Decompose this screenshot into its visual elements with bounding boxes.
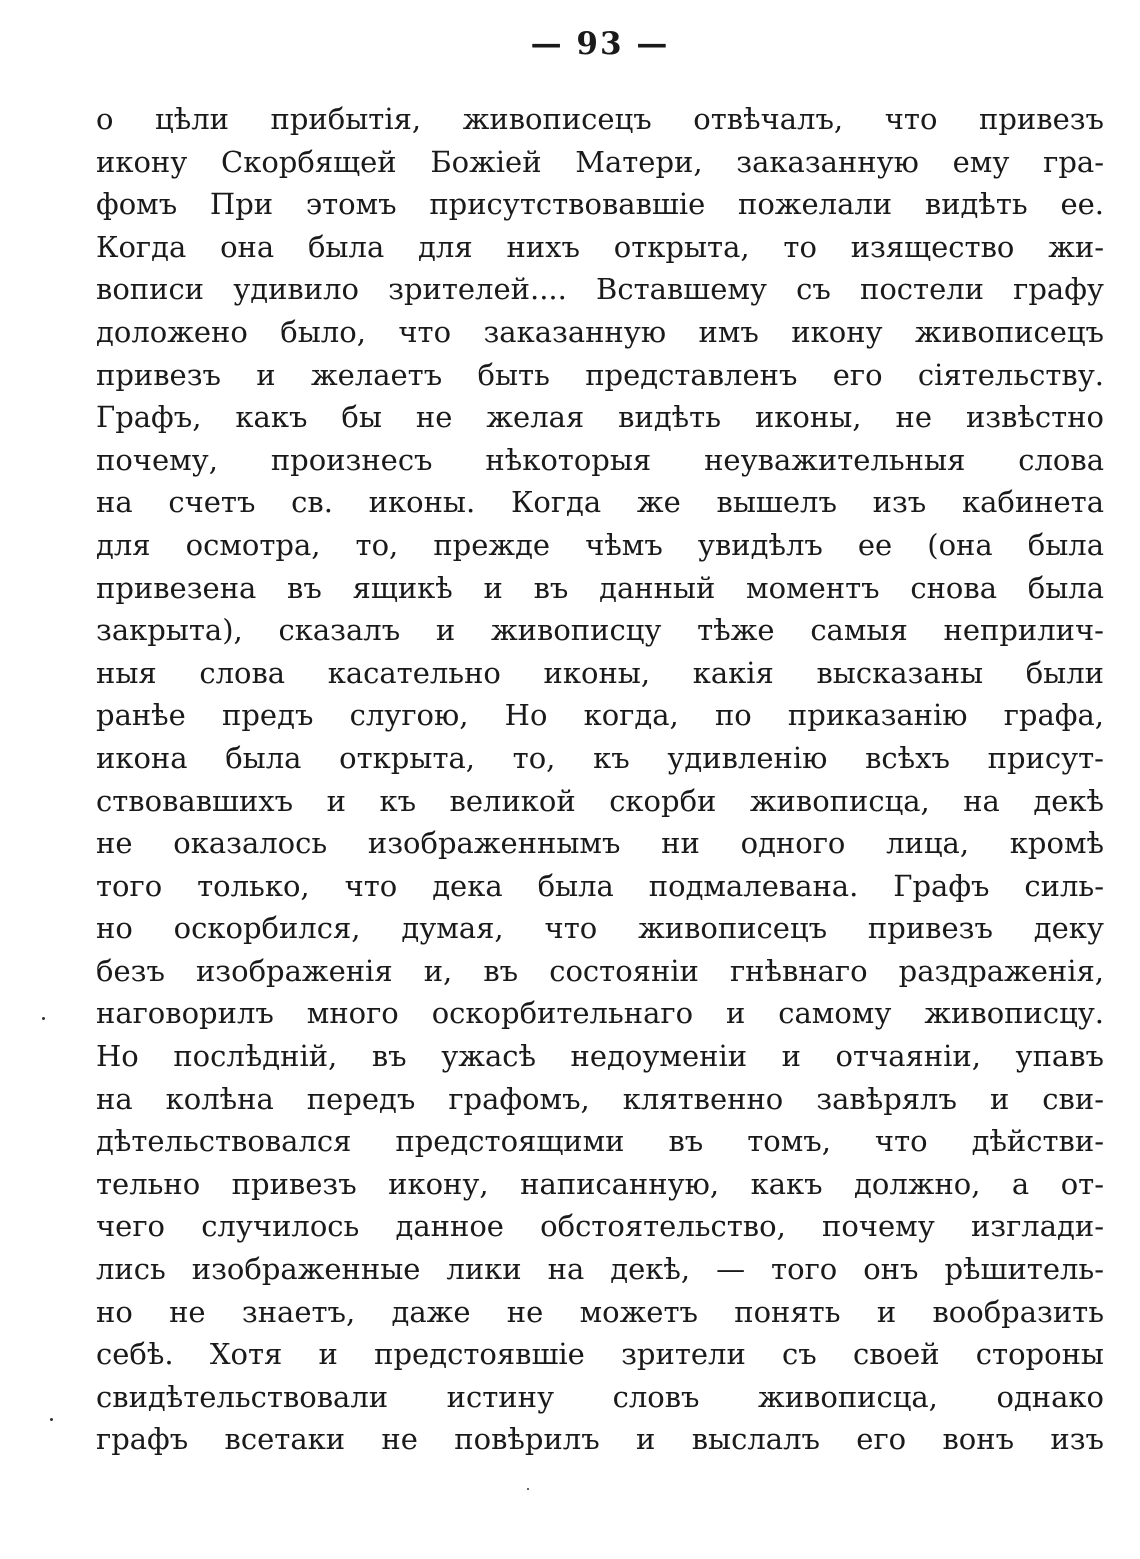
text-line: доложено было, что заказанную имъ икону живописецъ: [96, 314, 1104, 349]
body-text: [96, 98, 1104, 1461]
text-line: не оказалось изображеннымъ ни одного лица, кромѣ: [96, 826, 1104, 861]
text-line: лись изображенные лики на декѣ, — того онъ рѣшитель-: [96, 1252, 1104, 1287]
text-line: дѣтельствовался предстоящими въ томъ, что дѣйстви-: [96, 1124, 1104, 1159]
text-line: для осмотра, то, прежде чѣмъ увидѣлъ ее (она была: [96, 527, 1104, 562]
text-line: закрыта), сказалъ и живописцу тѣже самыя неприлич-: [96, 613, 1104, 648]
text-line: чего случилось данное обстоятельство, почему изглади-: [96, 1209, 1104, 1244]
text-line: ранѣе предъ слугою, Но когда, по приказанію графа,: [96, 698, 1104, 733]
text-line: на счетъ св. иконы. Когда же вышелъ изъ кабинета: [96, 485, 1104, 520]
text-line: ныя слова касательно иконы, какія высказаны были: [96, 655, 1104, 690]
scan-speck: [527, 1488, 529, 1490]
text-line: себѣ. Хотя и предстоявшіе зрители съ своей стороны: [96, 1337, 1104, 1372]
text-line: ствовавшихъ и къ великой скорби живописца, на декѣ: [96, 783, 1104, 818]
text-line: свидѣтельствовали истину словъ живописца, однако: [96, 1379, 1104, 1414]
text-line: Графъ, какъ бы не желая видѣть иконы, не извѣстно: [96, 400, 1104, 435]
text-line: Но послѣдній, въ ужасѣ недоуменіи и отчаяніи, упавъ: [96, 1039, 1104, 1074]
scan-speck: [50, 1418, 53, 1421]
scan-speck: [42, 1017, 45, 1020]
text-line: икона была открыта, то, къ удивленію всѣхъ присут-: [96, 740, 1104, 775]
text-line: привезъ и желаетъ быть представленъ его сіятельству.: [96, 357, 1104, 392]
text-line: но оскорбился, думая, что живописецъ привезъ деку: [96, 911, 1104, 946]
text-line: о цѣли прибытія, живописецъ отвѣчалъ, что привезъ: [96, 102, 1104, 136]
text-line: фомъ При этомъ присутствовавшіе пожелали видѣть ее.: [96, 187, 1104, 222]
text-line: почему, произнесъ нѣкоторыя неуважительныя слова: [96, 442, 1104, 477]
page-number: — 93 —: [530, 26, 670, 62]
text-line: графъ всетаки не повѣрилъ и выслалъ его вонъ изъ: [96, 1422, 1104, 1457]
text-line: безъ изображенія и, въ состояніи гнѣвнаго раздраженія,: [96, 953, 1104, 988]
text-line: Когда она была для нихъ открыта, то изящество жи-: [96, 229, 1104, 264]
text-line: привезена въ ящикѣ и въ данный моментъ снова была: [96, 570, 1104, 605]
text-line: тельно привезъ икону, написанную, какъ должно, а от-: [96, 1166, 1104, 1201]
text-line: на колѣна передъ графомъ, клятвенно завѣрялъ и сви-: [96, 1081, 1104, 1116]
text-line: икону Скорбящей Божіей Матери, заказанную ему гра-: [96, 144, 1104, 179]
text-line: наговорилъ много оскорбительнаго и самому живописцу.: [96, 996, 1104, 1031]
text-line: но не знаетъ, даже не можетъ понять и вообразить: [96, 1294, 1104, 1329]
text-line: того только, что дека была подмалевана. Графъ силь-: [96, 868, 1104, 903]
text-line: вописи удивило зрителей.... Вставшему съ постели графу: [96, 272, 1104, 307]
